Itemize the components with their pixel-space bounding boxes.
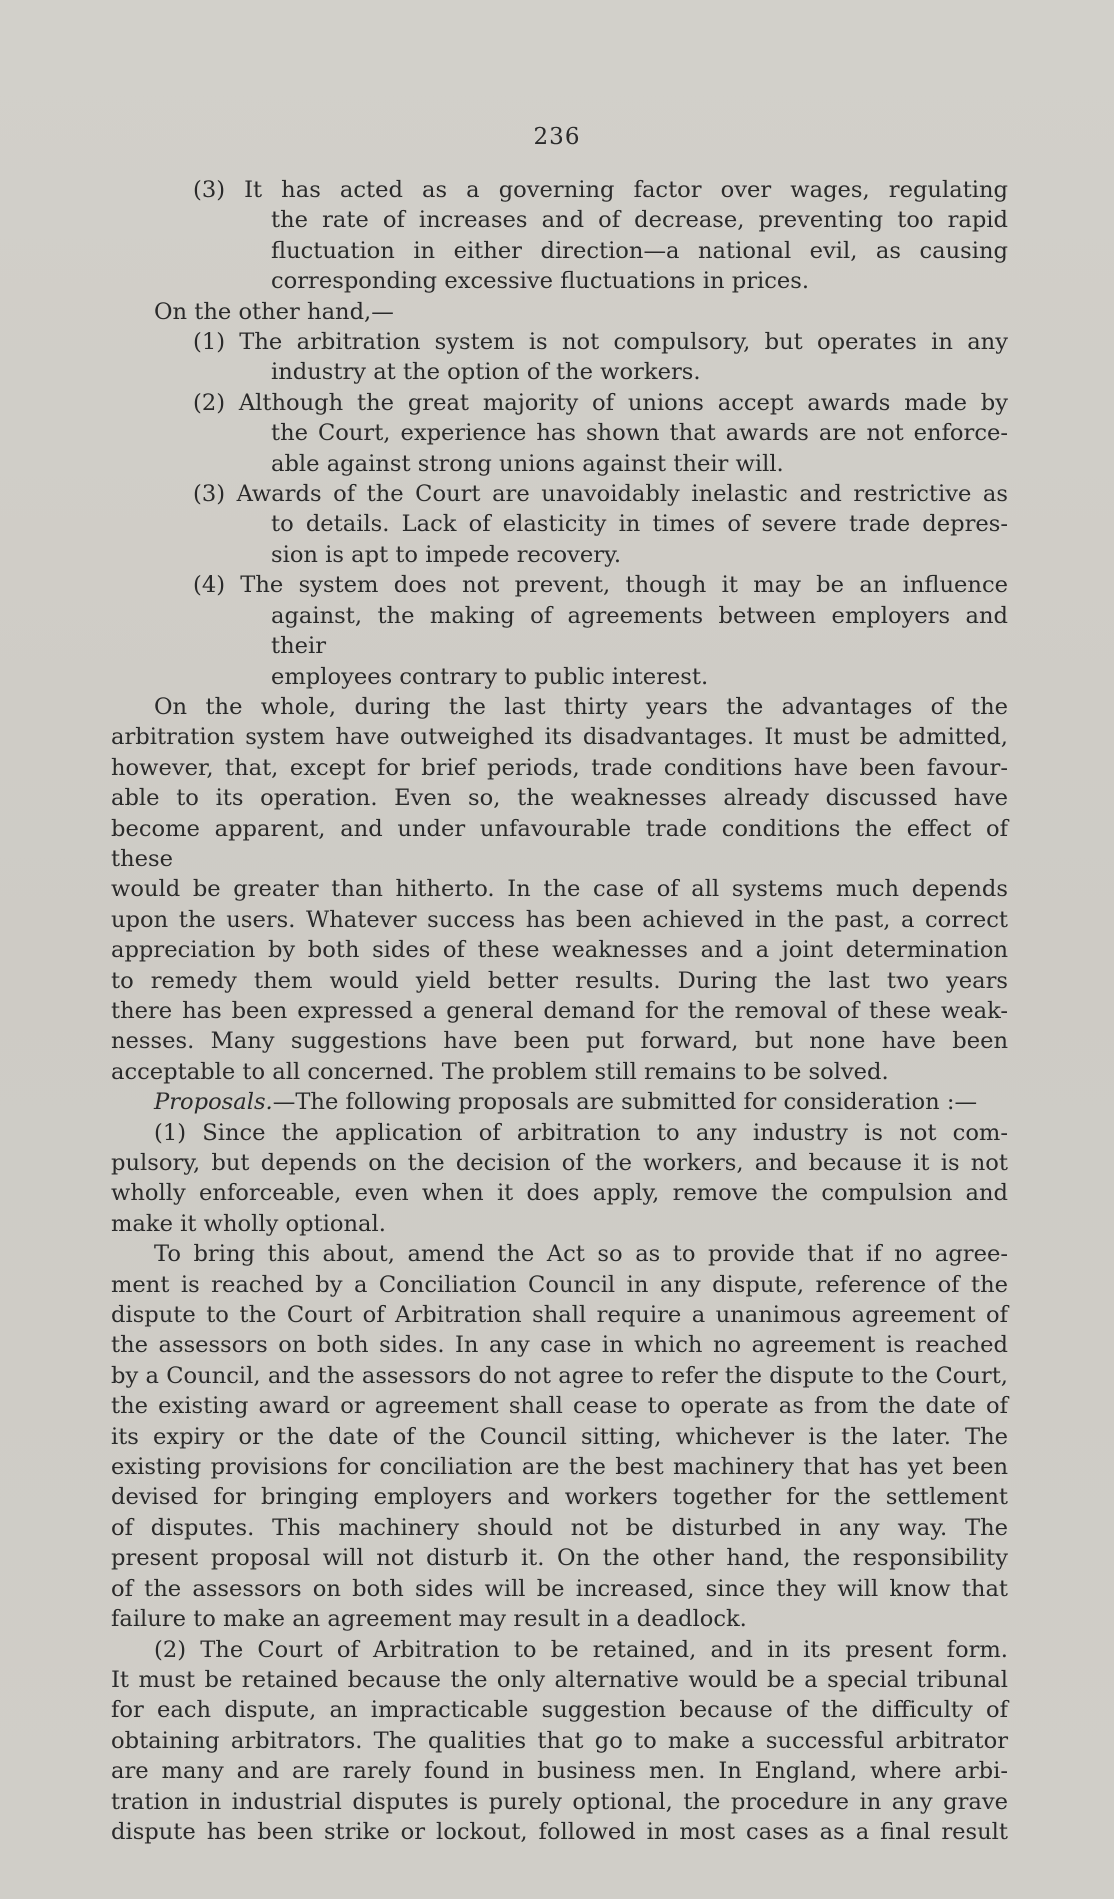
text-line: of disputes. This machinery should not be disturbed in any way. The [111,1514,1008,1541]
text-line: It must be retained because the only alternative would be a special tribunal [111,1666,1008,1693]
text-line: present proposal will not disturb it. On the other hand, the responsibility [111,1545,1008,1572]
paragraph-on-the-whole [111,692,1008,1087]
text-line: (2) The Court of Arbitration to be retained, and in its present form. [154,1636,1008,1663]
text-line: corresponding excessive fluctuations in prices. [271,268,810,295]
text-line: tration in industrial disputes is purely optional, the procedure in any grave [111,1788,1008,1815]
text-line: make it wholly optional. [111,1210,386,1237]
text-line: nesses. Many suggestions have been put forward, but none have been [111,1028,1008,1055]
text-line: (4) The system does not prevent, though it may be an influence [193,572,1008,599]
text-line: (1) Since the application of arbitration to any industry is not com- [154,1119,1008,1146]
list-item-2-unions [111,388,1008,479]
text-line: employees contrary to public interest. [271,663,709,690]
text-line: the rate of increases and of decrease, preventing too rapid [271,207,1008,234]
text-line: able to its operation. Even so, the weaknesses already discussed have [111,785,1008,812]
text-line: (3) It has acted as a governing factor over wages, regulating [193,177,1008,203]
text-line: fluctuation in either direction—a national evil, as causing [271,237,1008,264]
list-item-3-awards [111,479,1008,570]
text-line: are many and are rarely found in business men. In England, where arbi- [111,1758,1008,1785]
text-line: upon the users. Whatever success has been achieved in the past, a correct [111,906,1008,933]
text-line: by a Council, and the assessors do not agree to refer the dispute to the Court, [111,1362,1008,1389]
proposal-1 [111,1118,1008,1240]
text-line: ment is reached by a Conciliation Council in any dispute, reference of the [111,1271,1008,1298]
text-line: To bring this about, amend the Act so as to provide that if no agree- [154,1241,1008,1268]
text-line: industry at the option of the workers. [271,359,701,386]
list-item-4-system [111,570,1008,692]
text-line: dispute to the Court of Arbitration shall require a unanimous agreement of [111,1302,1008,1329]
text-line: (2) Although the great majority of unions accept awards made by [193,389,1008,416]
text-line: appreciation by both sides of these weaknesses and a joint determination [111,937,1008,964]
text-line: dispute has been strike or lockout, followed in most cases as a final result [111,1818,1008,1845]
text-line: able against strong unions against their will. [271,450,784,477]
text-line: its expiry or the date of the Council sitting, whichever is the later. The [111,1423,1008,1450]
text-line: arbitration system have outweighed its disadvantages. It must be admitted, [111,724,1008,751]
text-line: become apparent, and under unfavourable trade conditions the effect of these [111,815,1008,872]
text-line: would be greater than hitherto. In the case of all systems much depends [111,876,1008,903]
text-line: for each dispute, an impracticable suggestion because of the difficulty of [111,1697,1008,1724]
text-line: the existing award or agreement shall cease to operate as from the date of [111,1393,1008,1420]
list-item-3-governing [111,175,1008,297]
other-hand-heading [111,297,1008,327]
text-line: obtaining arbitrators. The qualities that go to make a successful arbitrator [111,1727,1008,1754]
text-line: (3) Awards of the Court are unavoidably inelastic and restrictive as [193,481,1008,508]
text-line: the Court, experience has shown that awards are not enforce- [271,420,1008,447]
text-line: devised for bringing employers and workers together for the settlement [111,1484,1008,1511]
text-line: failure to make an agreement may result in a deadlock. [111,1606,747,1633]
text-line: of the assessors on both sides will be increased, since they will know that [111,1575,1008,1602]
list-item-1-compulsory [111,327,1008,388]
proposals-intro: —The following proposals are submitted for consideration :— [272,1089,978,1116]
page-number: 236 [533,124,581,150]
text-line: the assessors on both sides. In any case in which no agreement is reached [111,1332,1008,1359]
paragraph-to-bring-this-about [111,1239,1008,1634]
text-line: however, that, except for brief periods, trade conditions have been favour- [111,754,1008,781]
text-line [111,1087,1008,1117]
text-line: wholly enforceable, even when it does apply, remove the compulsion and [111,1180,1008,1207]
text-line: there has been expressed a general demand for the removal of these weak- [111,997,1008,1024]
text-line: existing provisions for conciliation are the best machinery that has yet been [111,1454,1008,1481]
text-line: pulsory, but depends on the decision of the workers, and because it is not [111,1150,1008,1176]
text-line: On the other hand,— [154,298,394,325]
proposals-label: Proposals. [154,1089,273,1116]
text-line: acceptable to all concerned. The problem still remains to be solved. [111,1058,889,1085]
text-line: against, the making of agreements between employers and their [271,602,1008,660]
text-line: sion is apt to impede recovery. [271,541,622,568]
text-line: to remedy them would yield better results. During the last two years [111,967,1008,994]
text-line: On the whole, during the last thirty years the advantages of the [154,693,1008,720]
proposals-heading [111,1087,1008,1117]
document-body [111,175,1008,1847]
text-line: to details. Lack of elasticity in times of severe trade depres- [271,511,1008,538]
proposal-2 [111,1635,1008,1848]
text-line: (1) The arbitration system is not compulsory, but operates in any [193,329,1008,356]
